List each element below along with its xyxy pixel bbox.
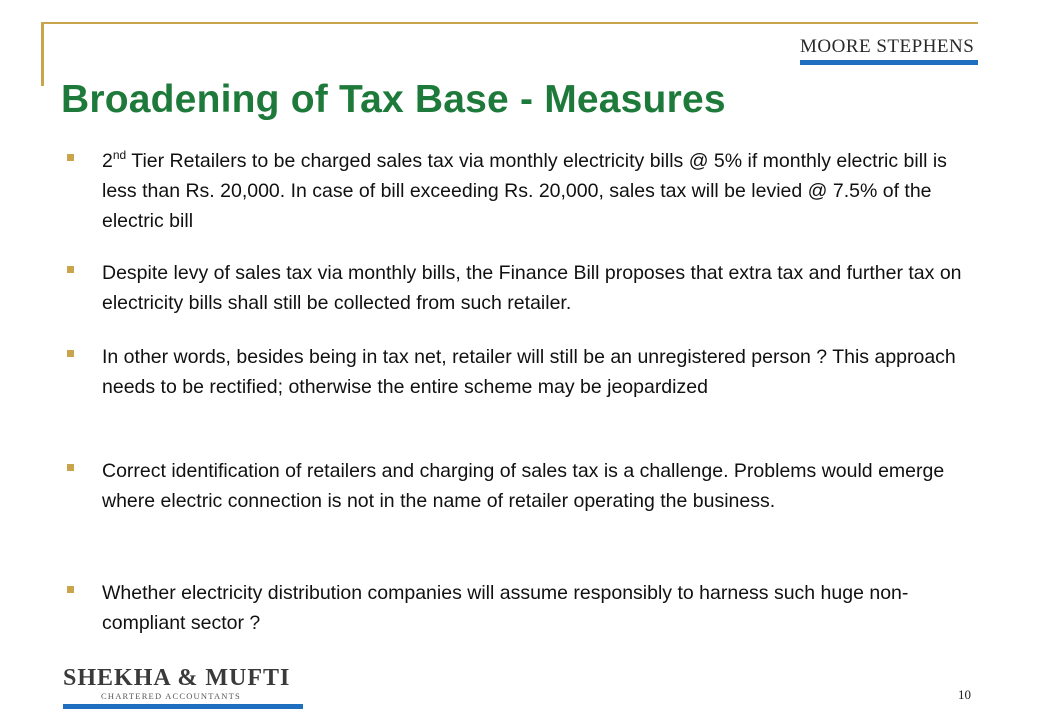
moore-stephens-logo-bar (800, 60, 978, 65)
bullet-text-1-superscript: nd (112, 147, 127, 162)
moore-stephens-logo-text: MOORE STEPHENS (800, 36, 975, 57)
bullet-text-2: Despite levy of sales tax via monthly bills, the Finance Bill proposes that extra tax and further tax on electricity bills shall still be collected from such retailer. (102, 262, 962, 314)
bullet-square-icon (67, 154, 74, 161)
bullet-text-1 (102, 146, 962, 236)
frame-vertical-line (41, 22, 44, 86)
shekha-mufti-logo-bar (63, 704, 303, 709)
bullet-text-3: In other words, besides being in tax net, retailer will still be an unregistered person ? This approach needs to be rectified; otherwise the entire scheme may be jeopardized (102, 346, 956, 398)
bullet-text-4: Correct identification of retailers and charging of sales tax is a challenge. Problems would emerge where electric connection is not in the name of retailer operating the business. (102, 460, 945, 512)
slide-title: Broadening of Tax Base - Measures (61, 78, 726, 121)
shekha-mufti-logo-text: SHEKHA & MUFTI (63, 665, 291, 691)
bullet-text-1-body: Tier Retailers to be charged sales tax via monthly electricity bills @ 5% if monthly electric bill is less than Rs. 20,000. In case of bill exceeding Rs. 20,000, sales tax will be levied @ 7.5% of the electric bill (102, 150, 947, 232)
frame-horizontal-line (41, 22, 978, 24)
bullet-text-5: Whether electricity distribution companies will assume responsibly to harness such huge non-compliant sector ? (102, 582, 909, 634)
bullet-square-icon (67, 586, 74, 593)
bullet-square-icon (67, 464, 74, 471)
bullet-square-icon (67, 350, 74, 357)
shekha-mufti-logo-subtitle: CHARTERED ACCOUNTANTS (101, 691, 241, 701)
bullet-text-1-prefix: 2 (102, 150, 113, 172)
shekha-mufti-logo (63, 665, 303, 709)
page-number: 10 (958, 687, 971, 702)
moore-stephens-logo (800, 36, 978, 65)
bullet-square-icon (67, 266, 74, 273)
